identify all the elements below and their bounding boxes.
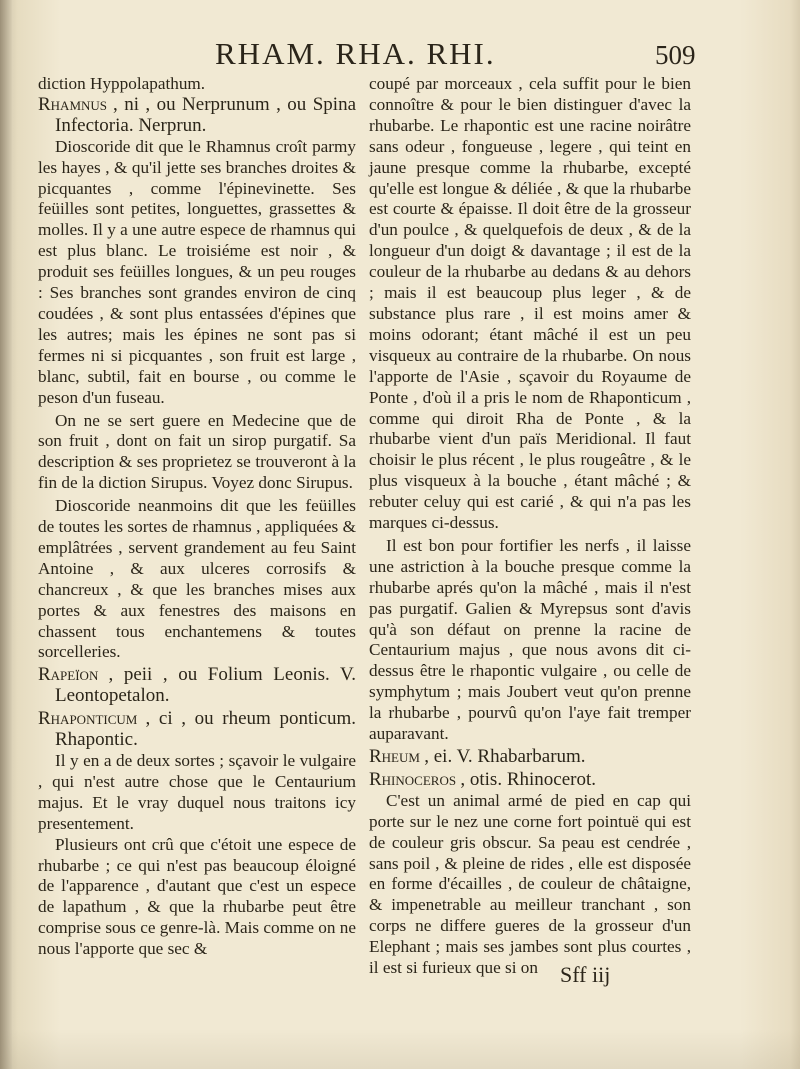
paragraph: On ne se sert guere en Medecine que de son fruit , dont on fait un sirop purgatif. Sa description & ses proprietez se trouveront à la fin de la diction Sirupus. Voyez donc Sirupus.	[38, 410, 356, 493]
entry-term: Rheum	[369, 746, 420, 767]
continued-entry-text: diction Hyppolapathum.	[38, 74, 206, 93]
entry-rhaponticum	[38, 709, 356, 751]
page-shade	[0, 1029, 800, 1069]
left-column	[38, 74, 356, 960]
page-gutter	[0, 0, 12, 1069]
right-column	[369, 74, 691, 979]
entry-heading-rest: , ei. V. Rhabarbarum.	[424, 746, 586, 767]
paragraph: Plusieurs ont crû que c'étoit une espece de rhubarbe ; ce qui n'est pas beaucoup éloigné de l'apparence , d'autant que c'est un espece de lapathum , & que la rhubarbe peut être comprise sous ce genre-là. Mais comme on ne nous l'apporte que sec &	[38, 834, 356, 959]
entry-term: Rhinoceros	[369, 768, 457, 790]
entry-rhamnus	[38, 95, 356, 137]
paragraph: Dioscoride dit que le Rhamnus croît parmy les hayes , & qu'il jette ses branches droites & picquantes , comme l'épinevinette. Ses feüilles sont petites, longuettes, grassettes & molles. Il y a une autre espece de rhamnus qui est plus blanc. Le troisiéme est noir , & produit ses feüilles longues, & un peu rouges : Ses branches sont grandes environ de cinq coudées , & sont plus entassées d'épines que les autres; mais les épines ne sont pas si fermes ni si picquantes , son fruit est large , blanc, subtil, fait en bourse , ou comme le peson d'un fuseau.	[38, 136, 356, 407]
signature-mark: Sff iij	[560, 962, 611, 987]
paragraph: Dioscoride neanmoins dit que les feüilles de toutes les sortes de rhamnus , appliquées & emplâtrées , servent grandement au feu Saint Antoine , & aux ulceres corrosifs & chancreux , & que les branches mises aux portes & aux fenestres des maisons en chassent tous enchantemens & toutes sorcelleries.	[38, 496, 356, 662]
entry-term: Rhamnus	[38, 93, 108, 115]
page-number: 509	[655, 40, 696, 70]
entry-heading-rest: , otis. Rhinocerot.	[460, 768, 597, 790]
paragraph: Il est bon pour fortifier les nerfs , il laisse une astriction à la bouche presque comme la rhubarbe aprés qu'on la mâché , mais il n'est pas purgatif. Galien & Myrepsus sont d'avis qu'à son défaut on prenne la racine de Centaurium majus , que nous avons dit ci-dessus être le rhapontic vulgaire , ou celle de symphytum ; mais Joubert veut qu'on prenne la rhubarbe , pourvû qu'on l'aye fait tremper auparavant.	[369, 535, 691, 744]
entry-heading-rest: , ci , ou rheum ponticum. Rhapontic.	[55, 708, 356, 751]
entry-term: Rapeïon	[38, 664, 99, 686]
entry-term: Rhaponticum	[38, 708, 138, 730]
paragraph: C'est un animal armé de pied en cap qui porte sur le nez une corne fort pointuë qui est de couleur gris obscur. Sa peau est cendrée , sans poil , & pleine de rides , elle est disposée en forme d'écailles , de couleur de châtaigne, & impenetrable au meilleur tranchant , son corps ne differe gueres de la grosseur d'un Elephant ; mais ses jambes sont plus courtes , il est si furieux que si on	[369, 790, 691, 978]
entry-rapeion	[38, 665, 356, 707]
entry-heading-rest: , ni , ou Nerprunum , ou Spina Infectoria. Nerprun.	[55, 93, 357, 136]
entry-rhinoceros	[369, 770, 691, 791]
page-header	[0, 36, 800, 76]
running-title: RHAM. RHA. RHI.	[215, 36, 496, 71]
paragraph: Il y en a de deux sortes ; sçavoir le vulgaire , qui n'est autre chose que le Centaurium majus. Et le vray duquel nous traitons icy presentement.	[38, 751, 356, 833]
entry-heading-rest: , peii , ou Folium Leonis. V. Leontopetalon.	[55, 664, 357, 707]
entry-rheum	[369, 747, 691, 768]
paragraph: coupé par morceaux , cela suffit pour le bien connoître & pour le bien distinguer d'avec la rhubarbe. Le rhapontic est une racine noirâtre sans odeur , fongueuse , legere , qui teint en jaune presque comme la rhubarbe, excepté qu'elle est longue & déliée , & que la rhubarbe est courte & épaisse. Il doit être de la grosseur d'un poulce , & quelquefois de deux , & de la longueur d'un doigt & davantage ; il est de la couleur de la rhubarbe au dedans & au dehors ; mais il est beaucoup plus leger , & de substance plus rare , il est moins amer & moins odorant; étant mâché il est un peu visqueux au contraire de la rhubarbe. On nous l'apporte de l'Asie , sçavoir du Royaume de Ponte , d'où il a pris le nom de Rhaponticum , comme qui diroit Rha de Ponte , & la rhubarbe vient d'un païs Meridional. Il faut choisir le plus récent , le plus rougeâtre , & le plus visqueux à la bouche , étant mâché ; & rebuter celuy qui est carié , & qui n'a pas les marques ci-dessus.	[369, 74, 691, 533]
